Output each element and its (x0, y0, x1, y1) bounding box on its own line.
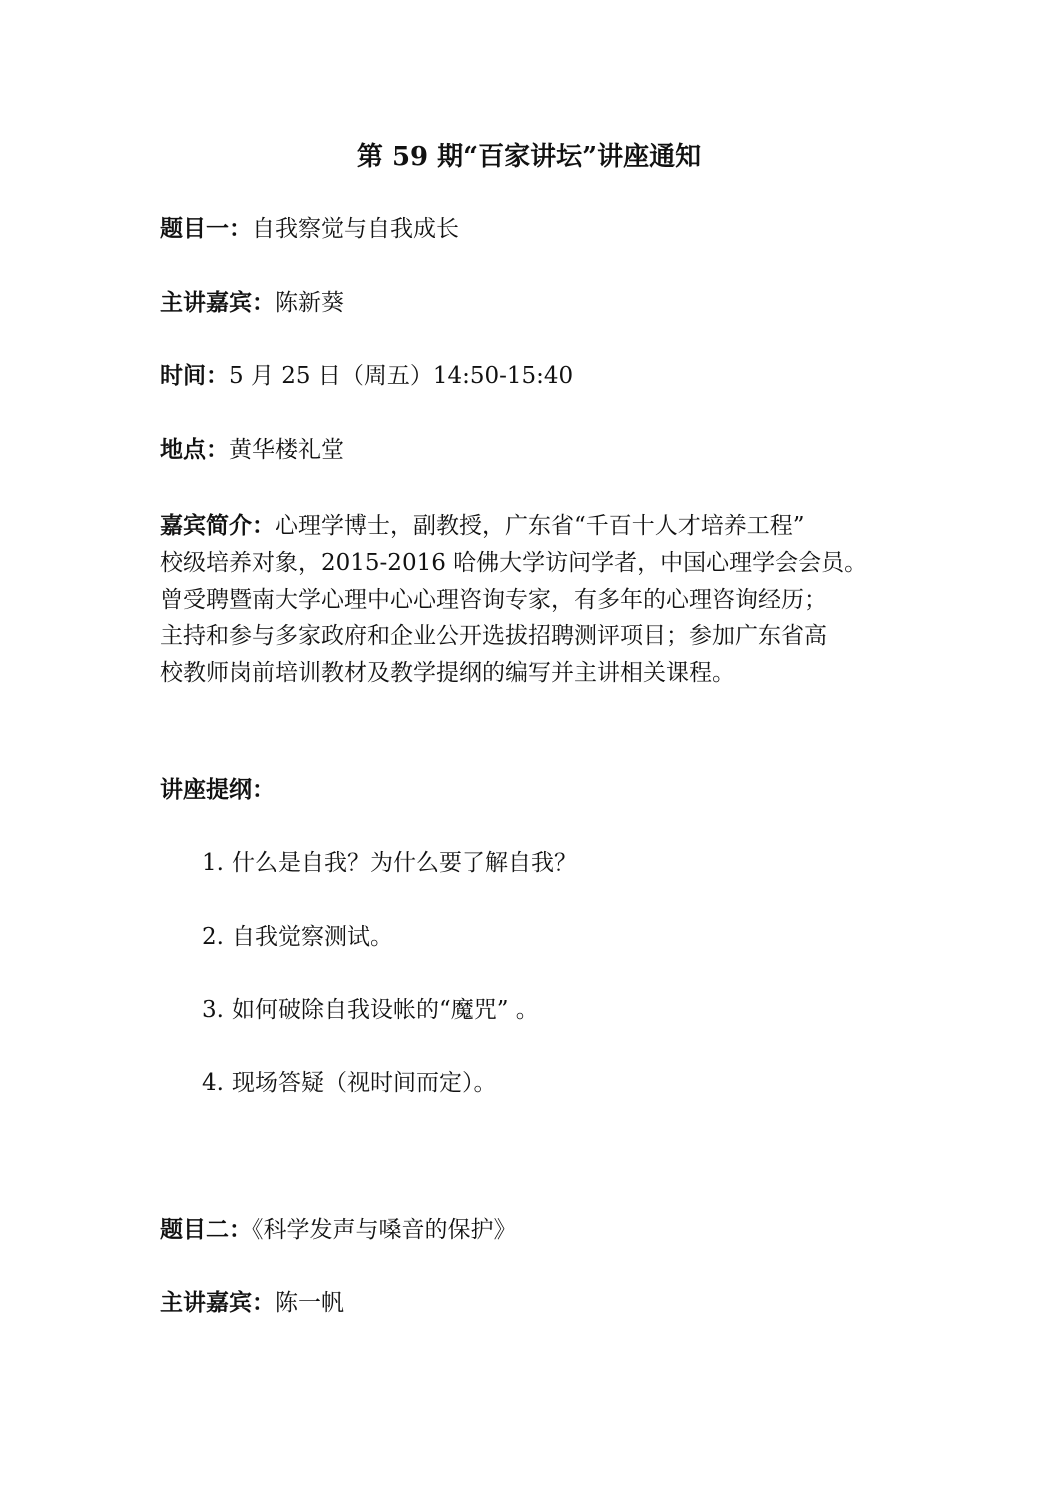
lecture1-place-row (160, 434, 344, 466)
outline-item (202, 847, 577, 879)
lecture1-speaker: 陈新葵 (275, 290, 344, 316)
outline-item (202, 1067, 496, 1099)
lecture1-outline-heading (160, 774, 275, 806)
outline-text: 如何破除自我设帐的“魔咒” 。 (231, 997, 539, 1023)
outline-item (202, 994, 539, 1026)
lecture2-topic: 《科学发声与嗓音的保护》 (252, 1217, 517, 1243)
bio-line: 校教师岗前培训教材及教学提纲的编写并主讲相关课程。 (160, 660, 735, 687)
outline-item (202, 921, 393, 953)
lecture2-speaker: 陈一帆 (275, 1290, 344, 1316)
outline-number: 2. (202, 924, 224, 950)
bio-line: 主持和参与多家政府和企业公开选拔招聘测评项目；参加广东省高 (160, 623, 827, 650)
lecture1-place: 黄华楼礼堂 (229, 437, 344, 463)
lecture1-place-label: 地点： (160, 436, 229, 463)
lecture1-outline-label: 讲座提纲： (160, 776, 275, 803)
lecture1-topic-row (160, 213, 459, 245)
lecture1-time-row (160, 360, 573, 392)
lecture2-topic-row (160, 1214, 517, 1246)
lecture1-time-label: 时间： (160, 362, 229, 389)
lecture1-time: 5 月 25 日（周五）14:50-15:40 (229, 363, 574, 389)
outline-text: 现场答疑（视时间而定）。 (231, 1070, 497, 1096)
bio-line: 校级培养对象，2015-2016 哈佛大学访问学者，中国心理学会会员。 (160, 549, 868, 576)
bio-text: 心理学博士，副教授，广东省“千百十人才培养工程” (275, 513, 805, 539)
outline-number: 4. (202, 1070, 224, 1096)
outline-number: 1. (202, 850, 224, 876)
lecture1-bio-label: 嘉宾简介： (160, 512, 275, 539)
bio-line (160, 508, 920, 545)
outline-text: 自我觉察测试。 (231, 924, 393, 950)
page-title: 第 59 期“百家讲坛”讲座通知 (356, 142, 702, 172)
lecture1-speaker-row (160, 287, 344, 319)
lecture1-topic: 自我察觉与自我成长 (252, 216, 459, 242)
bio-line: 曾受聘暨南大学心理中心心理咨询专家，有多年的心理咨询经历； (160, 586, 827, 613)
lecture1-bio (160, 508, 920, 692)
lecture2-speaker-row (160, 1287, 344, 1319)
lecture2-topic-label: 题目二： (160, 1216, 252, 1243)
outline-text: 什么是自我？为什么要了解自我？ (231, 850, 577, 876)
lecture2-speaker-label: 主讲嘉宾： (160, 1289, 275, 1316)
outline-number: 3. (202, 997, 224, 1023)
lecture1-speaker-label: 主讲嘉宾： (160, 289, 275, 316)
lecture1-topic-label: 题目一： (160, 215, 252, 242)
